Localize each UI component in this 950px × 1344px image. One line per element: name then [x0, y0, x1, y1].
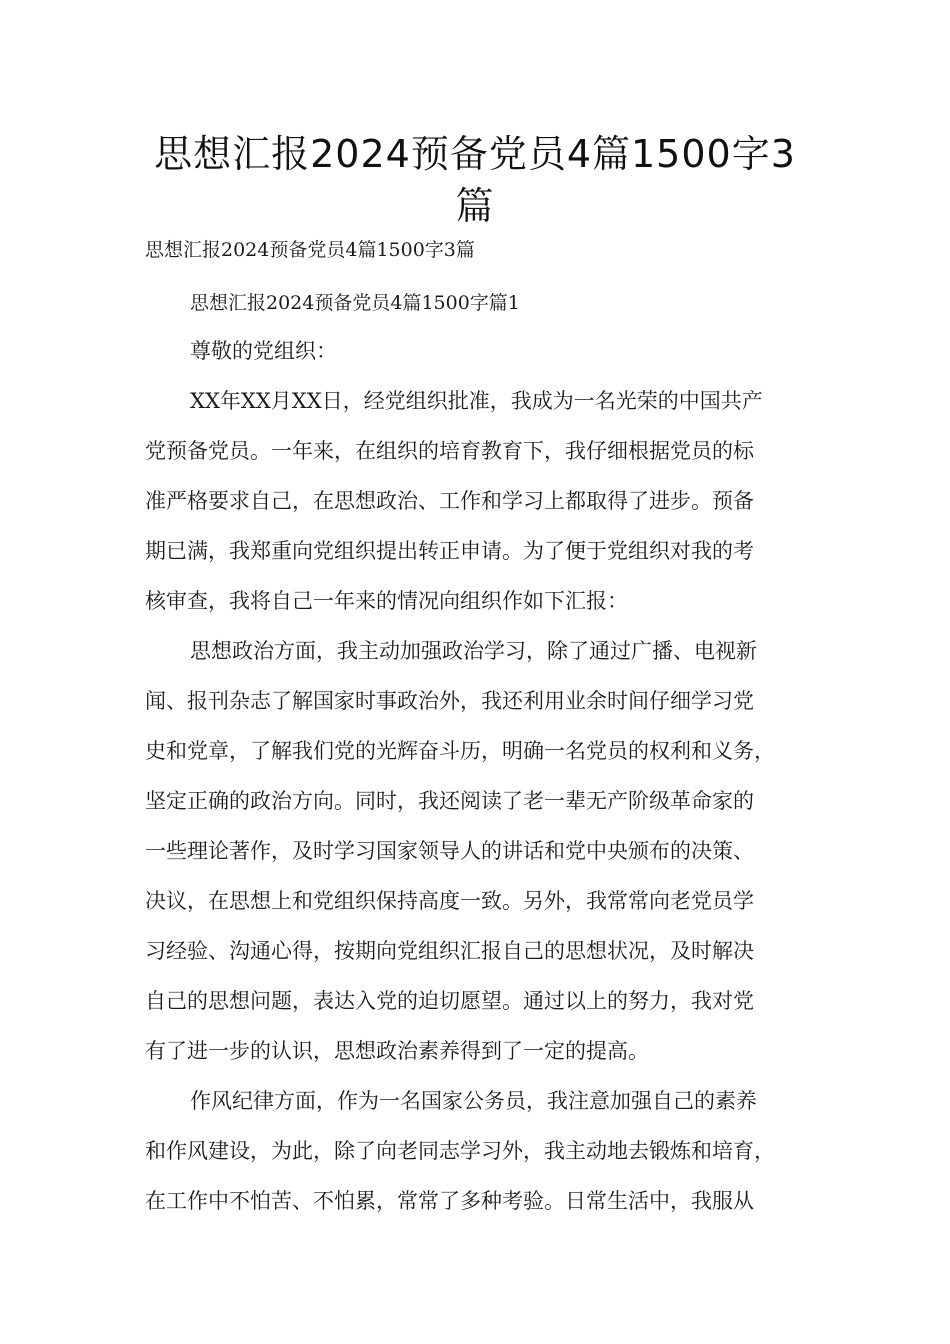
- body-line: 自己的思想问题，表达入党的迫切愿望。通过以上的努力，我对党: [145, 989, 754, 1013]
- body-line: 核审查，我将自己一年来的情况向组织作如下汇报：: [145, 589, 628, 613]
- body-line: 和作风建设，为此，除了向老同志学习外，我主动地去锻炼和培育，: [145, 1139, 775, 1163]
- body-line: 史和党章，了解我们党的光辉奋斗历，明确一名党员的权利和义务，: [145, 739, 775, 763]
- body-line: 有了进一步的认识，思想政治素养得到了一定的提高。: [145, 1039, 649, 1063]
- body-line: 期已满，我郑重向党组织提出转正申请。为了便于党组织对我的考: [145, 539, 754, 563]
- salutation: 尊敬的党组织：: [190, 339, 337, 363]
- title-line-1: 思想汇报2024预备党员4篇1500字3: [154, 132, 796, 176]
- body-line: 决议，在思想上和党组织保持高度一致。另外，我常常向老党员学: [145, 889, 754, 913]
- document-subtitle: 思想汇报2024预备党员4篇1500字3篇: [145, 239, 475, 261]
- body-line: 作风纪律方面，作为一名国家公务员，我注意加强自己的素养: [190, 1089, 757, 1113]
- section-heading: 思想汇报2024预备党员4篇1500字篇1: [190, 292, 520, 314]
- body-line: 习经验、沟通心得，按期向党组织汇报自己的思想状况，及时解决: [145, 939, 754, 963]
- body-line: XX年XX月XX日，经党组织批准，我成为一名光荣的中国共产: [190, 389, 763, 413]
- body-line: 党预备党员。一年来，在组织的培育教育下，我仔细根据党员的标: [145, 439, 754, 463]
- title-line-2: 篇: [455, 184, 495, 228]
- body-line: 在工作中不怕苦、不怕累，常常了多种考验。日常生活中，我服从: [145, 1189, 754, 1213]
- document-title: [120, 128, 830, 232]
- body-line: 一些理论著作，及时学习国家领导人的讲话和党中央颁布的决策、: [145, 839, 754, 863]
- body-line: 坚定正确的政治方向。同时，我还阅读了老一辈无产阶级革命家的: [145, 789, 754, 813]
- body-line: 闻、报刊杂志了解国家时事政治外，我还利用业余时间仔细学习党: [145, 689, 754, 713]
- body-line: 思想政治方面，我主动加强政治学习，除了通过广播、电视新: [190, 639, 757, 663]
- body-line: 准严格要求自己，在思想政治、工作和学习上都取得了进步。预备: [145, 489, 754, 513]
